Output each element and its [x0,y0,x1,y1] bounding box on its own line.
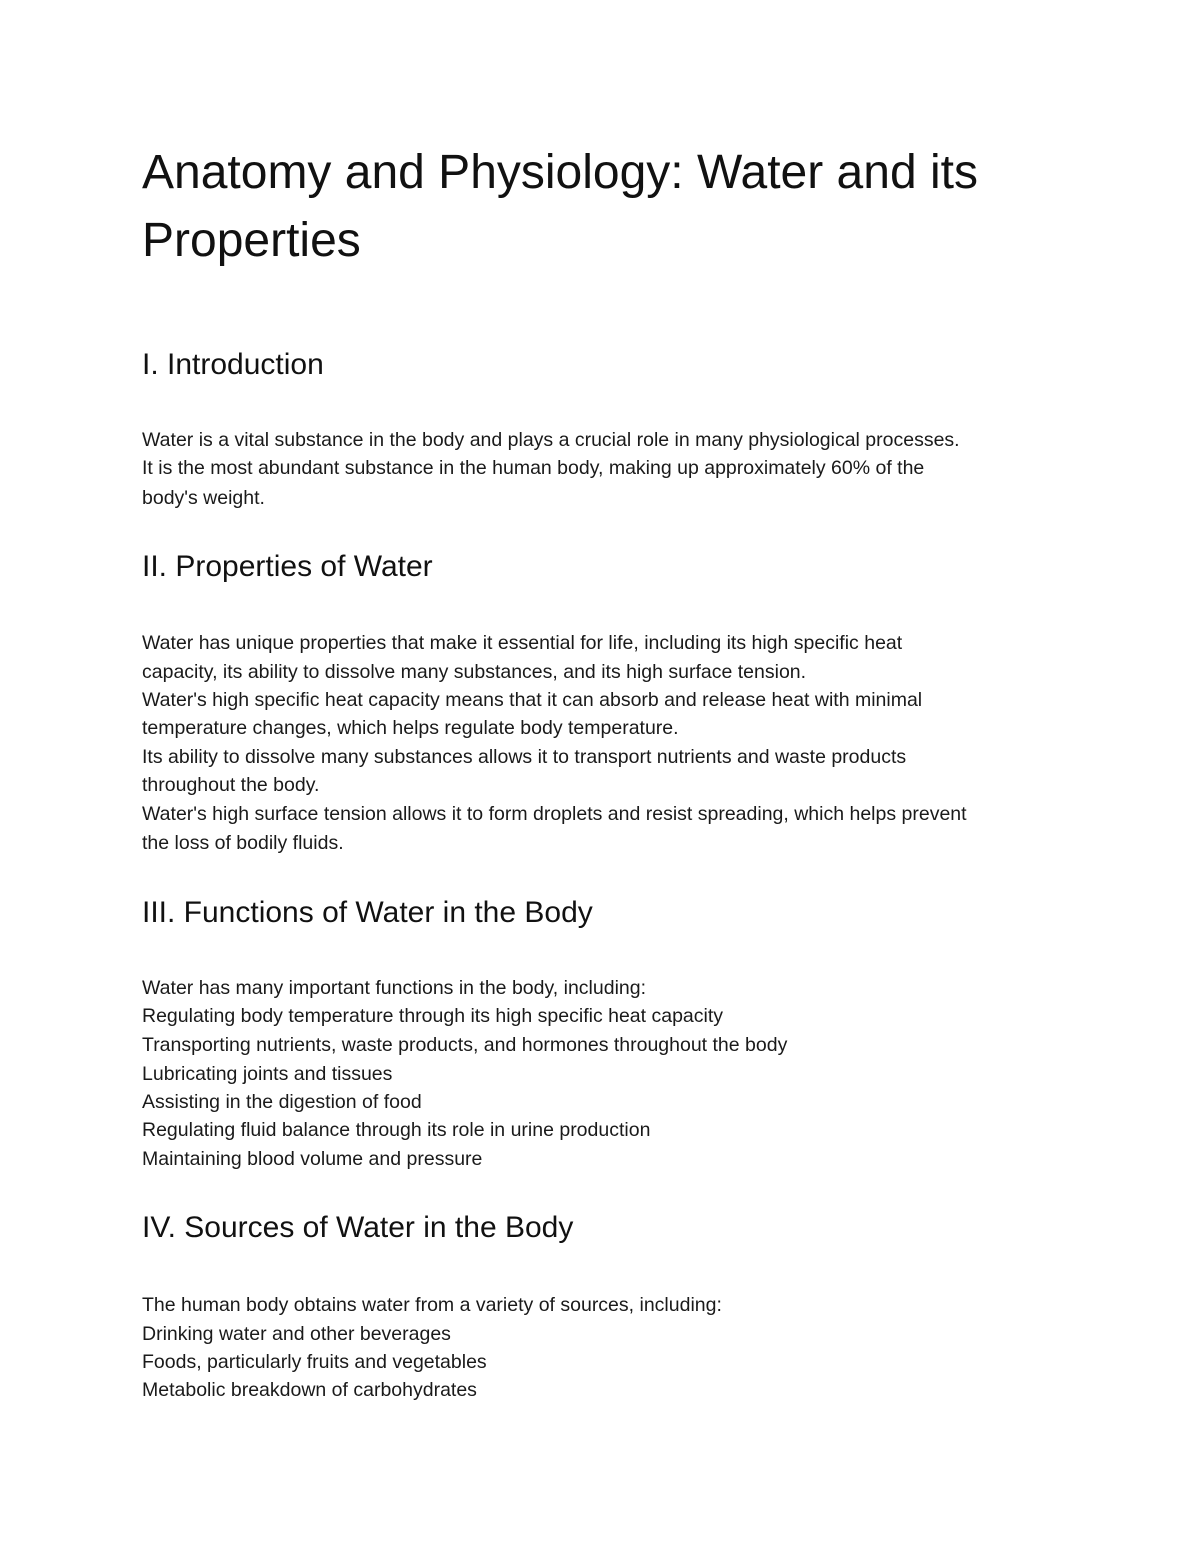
title-line-2: Properties [142,214,361,267]
list-item: Metabolic breakdown of carbohydrates [142,1379,477,1401]
list-item: Transporting nutrients, waste products, and hormones throughout the body [142,1034,788,1056]
paragraph-line: Water is a vital substance in the body and plays a crucial role in many physiological processes. [142,429,960,451]
paragraph-line: Its ability to dissolve many substances allows it to transport nutrients and waste products [142,746,907,768]
list-item: Regulating fluid balance through its role in urine production [142,1119,651,1141]
paragraph-line: Water has unique properties that make it essential for life, including its high specific heat [142,632,903,654]
paragraph-line: Water's high specific heat capacity means that it can absorb and release heat with minimal [142,689,923,711]
section-heading-functions: III. Functions of Water in the Body [142,896,593,929]
section-heading-introduction: I. Introduction [142,348,324,381]
list-item: Lubricating joints and tissues [142,1063,393,1085]
paragraph-line: the loss of bodily fluids. [142,832,344,854]
paragraph-line: capacity, its ability to dissolve many substances, and its high surface tension. [142,661,807,683]
list-item: Regulating body temperature through its high specific heat capacity [142,1005,724,1027]
section-heading-sources: IV. Sources of Water in the Body [142,1211,574,1244]
paragraph-line: The human body obtains water from a variety of sources, including: [142,1294,722,1316]
paragraph-line: Water has many important functions in the body, including: [142,977,647,999]
list-item: Foods, particularly fruits and vegetables [142,1351,487,1373]
title-line-1: Anatomy and Physiology: Water and its [142,146,978,199]
paragraph-line: Water's high surface tension allows it to form droplets and resist spreading, which helps prevent [142,803,967,825]
paragraph-line: throughout the body. [142,774,320,796]
list-item: Drinking water and other beverages [142,1323,451,1345]
list-item: Maintaining blood volume and pressure [142,1148,483,1170]
paragraph-line: body's weight. [142,487,265,509]
list-item: Assisting in the digestion of food [142,1091,422,1113]
document-title [142,139,978,275]
section-heading-properties: II. Properties of Water [142,550,433,583]
paragraph-line: It is the most abundant substance in the human body, making up approximately 60% of the [142,457,925,479]
paragraph-line: temperature changes, which helps regulate body temperature. [142,717,679,739]
